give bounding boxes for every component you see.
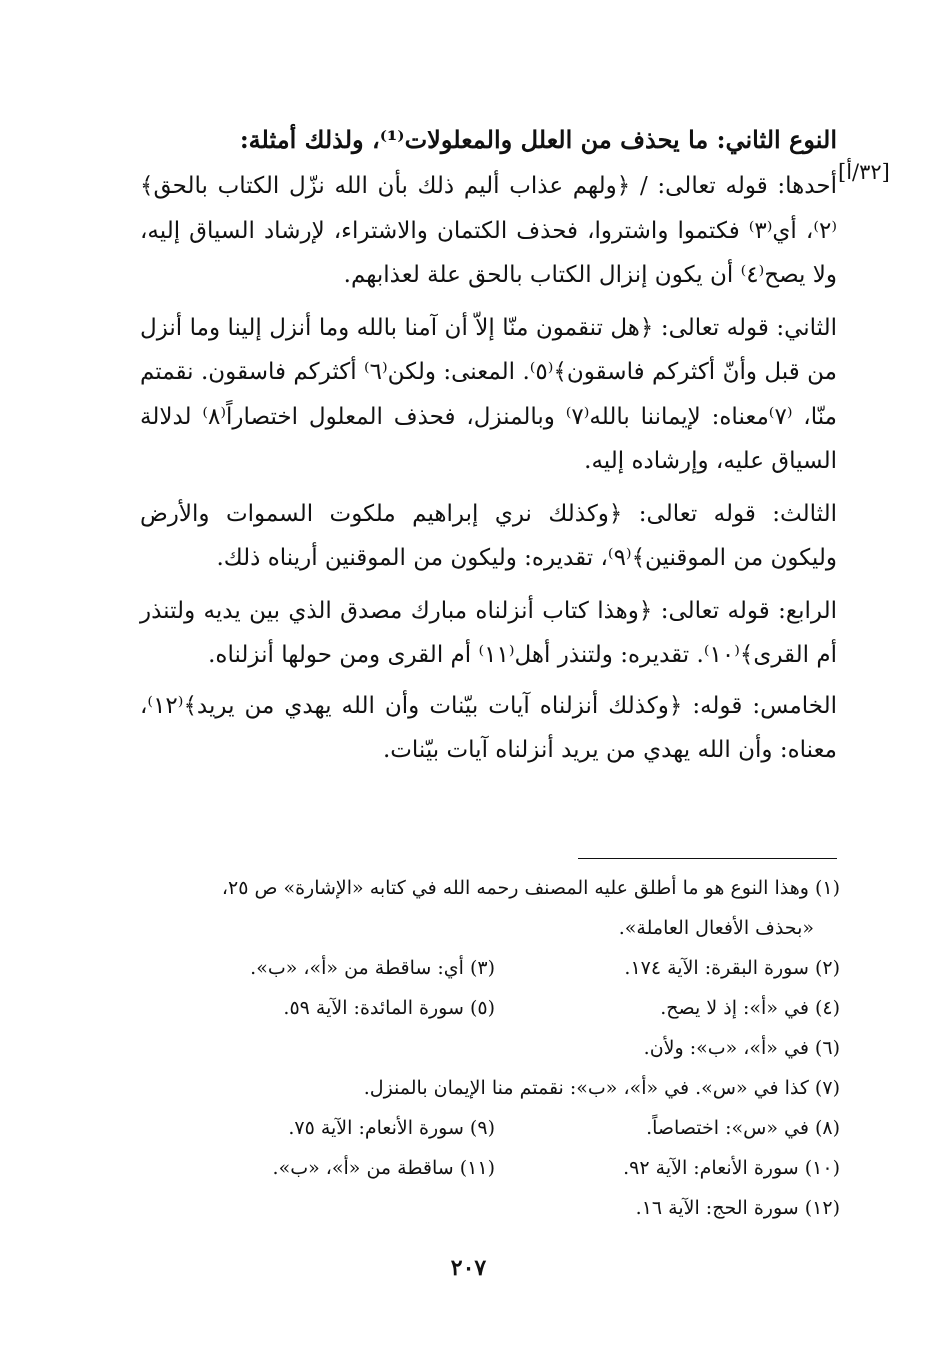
paragraph-fourth-example: الرابع: قوله تعالى: ﴿وهذا كتاب أنزلناه مبارك مصدق الذي بين يديه ولتنذر أم القرى﴾⁽١٠⁾. تقديره: ولتنذر أهل⁽١١⁾ أم القرى ومن حولها أنزلناه.	[140, 597, 837, 668]
footnote-10: (١٠) سورة الأنعام: الآية ٩٢.	[623, 1157, 840, 1179]
manuscript-folio-mark: [٣٢/أ]	[838, 160, 890, 184]
footnote-row	[150, 1028, 840, 1068]
footnote-12: (١٢) سورة الحج: الآية ١٦.	[635, 1197, 840, 1219]
section-heading: النوع الثاني: ما يحذف من العلل والمعلولات⁽¹⁾، ولذلك أمثلة:	[239, 125, 837, 154]
main-text	[140, 118, 837, 781]
footnote-5: (٥) سورة المائدة: الآية ٥٩.	[283, 997, 495, 1019]
paragraph-third-example: الثالث: قوله تعالى: ﴿وكذلك نري إبراهيم ملكوت السموات والأرض وليكون من الموقنين﴾⁽٩⁾، تقديره: وليكون من الموقنين أريناه ذلك.	[140, 500, 837, 571]
footnote-1-continuation: «بحذف الأفعال العاملة».	[618, 917, 814, 939]
footnote-11: (١١) ساقطة من «أ»، «ب».	[272, 1157, 495, 1179]
paragraph-second-example: الثاني: قوله تعالى: ﴿هل تنقمون منّا إلاّ أن آمنا بالله وما أنزل إلينا وما أنزل من قبل وأنّ أكثركم فاسقون﴾⁽٥⁾. المعنى: ولكن⁽٦⁾ أكثركم فاسقون. نقمتم منّا، ⁽٧⁾معناه: لإيماننا بالله⁽٧⁾ وبالمنزل، فحذف المعلول اختصاراً⁽٨⁾ لدلالة السياق عليه، وإرشاده إليه.	[140, 314, 837, 474]
footnote-9: (٩) سورة الأنعام: الآية ٧٥.	[288, 1117, 495, 1139]
footnote-row	[150, 1188, 840, 1228]
footnote-row	[150, 1068, 840, 1108]
paragraph-fifth-example: الخامس: قوله: ﴿وكذلك أنزلناه آيات بيّنات وأن الله يهدي من يريد﴾⁽١٢⁾، معناه: وأن الله يهدي من يريد أنزلناه آيات بيّنات.	[140, 692, 837, 763]
page-number: ٢٠٧	[450, 1255, 487, 1281]
footnote-4: (٤) في «أ»: إذ لا يصح.	[660, 997, 840, 1019]
footnote-1-text: (١) وهذا النوع هو ما أطلق عليه المصنف رحمه الله في كتابه «الإشارة» ص ٢٥،	[221, 877, 840, 899]
footnote-7: (٧) كذا في «س». في «أ»، «ب»: نقمتم منا الإيمان بالمنزل.	[363, 1077, 840, 1099]
footnote-row	[150, 1148, 840, 1188]
footnote-3: (٣) أي: ساقطة من «أ»، «ب».	[250, 957, 495, 979]
paragraph-first-example: أحدها: قوله تعالى: / ﴿ولهم عذاب أليم ذلك بأن الله نزّل الكتاب بالحق﴾⁽٢⁾، أي⁽٣⁾ فكتموا واشتروا، فحذف الكتمان والاشتراء، لإرشاد السياق إليه، ولا يصح⁽٤⁾ أن يكون إنزال الكتاب بالحق علة لعذابهم.	[140, 173, 837, 288]
footnote-row	[150, 1108, 840, 1148]
footnote-1	[150, 868, 840, 948]
footnotes	[150, 868, 840, 1228]
footnote-separator	[578, 858, 837, 859]
footnote-row	[150, 948, 840, 988]
footnote-2: (٢) سورة البقرة: الآية ١٧٤.	[624, 957, 840, 979]
footnote-row	[150, 988, 840, 1028]
footnote-6: (٦) في «أ»، «ب»: ولأن.	[643, 1037, 840, 1059]
footnote-8: (٨) في «س»: اختصاصاً.	[646, 1117, 840, 1139]
